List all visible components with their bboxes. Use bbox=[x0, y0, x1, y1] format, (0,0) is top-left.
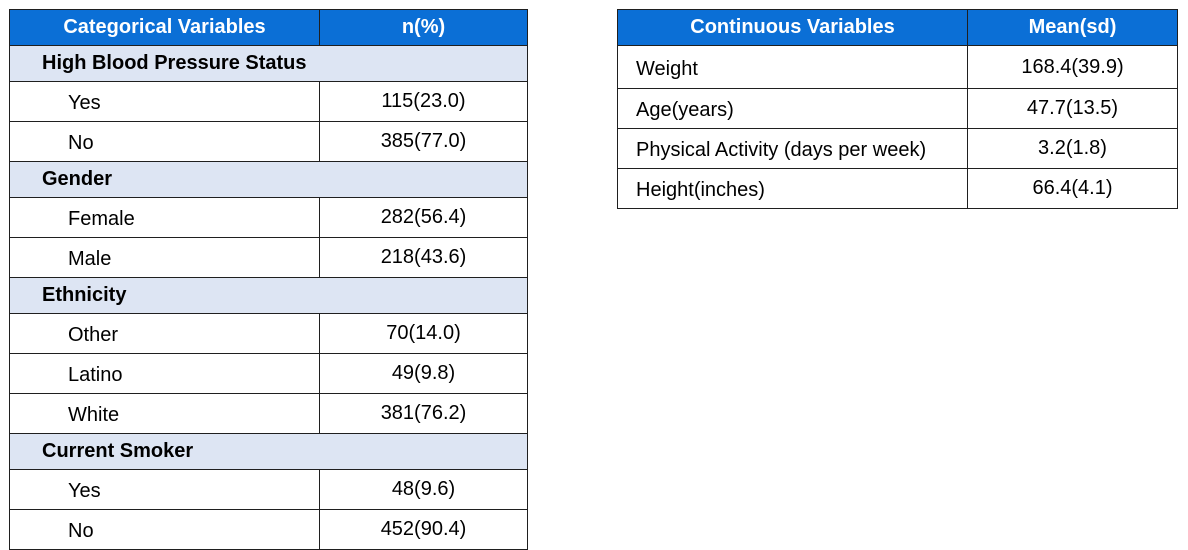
row-value: 282(56.4) bbox=[320, 198, 528, 238]
row-label: No bbox=[10, 122, 320, 162]
table-row bbox=[618, 129, 1178, 169]
section-row-ethnicity bbox=[10, 278, 528, 314]
row-value: 48(9.6) bbox=[320, 470, 528, 510]
table-row bbox=[10, 122, 528, 162]
row-value: 66.4(4.1) bbox=[968, 169, 1178, 209]
row-label: Height(inches) bbox=[618, 169, 968, 209]
row-label: White bbox=[10, 394, 320, 434]
section-row-high-blood-pressure bbox=[10, 46, 528, 82]
row-label: Latino bbox=[10, 354, 320, 394]
column-header-n-percent: n(%) bbox=[320, 10, 528, 46]
row-value: 3.2(1.8) bbox=[968, 129, 1178, 169]
section-title: Gender bbox=[10, 162, 528, 198]
row-value: 168.4(39.9) bbox=[968, 46, 1178, 89]
row-label: Yes bbox=[10, 82, 320, 122]
row-label: Yes bbox=[10, 470, 320, 510]
row-value: 115(23.0) bbox=[320, 82, 528, 122]
continuous-variables-table bbox=[617, 9, 1178, 209]
section-title: Ethnicity bbox=[10, 278, 528, 314]
row-value: 452(90.4) bbox=[320, 510, 528, 550]
row-label: Female bbox=[10, 198, 320, 238]
table-row bbox=[10, 82, 528, 122]
section-title: Current Smoker bbox=[10, 434, 528, 470]
row-value: 381(76.2) bbox=[320, 394, 528, 434]
column-header-continuous-variables: Continuous Variables bbox=[618, 10, 968, 46]
row-label: Physical Activity (days per week) bbox=[618, 129, 968, 169]
table-row bbox=[10, 394, 528, 434]
column-header-categorical-variables: Categorical Variables bbox=[10, 10, 320, 46]
row-label: No bbox=[10, 510, 320, 550]
table-row bbox=[618, 89, 1178, 129]
row-label: Male bbox=[10, 238, 320, 278]
table-row bbox=[10, 198, 528, 238]
row-value: 47.7(13.5) bbox=[968, 89, 1178, 129]
row-label: Other bbox=[10, 314, 320, 354]
section-row-current-smoker bbox=[10, 434, 528, 470]
row-value: 49(9.8) bbox=[320, 354, 528, 394]
table-row bbox=[618, 46, 1178, 89]
section-title: High Blood Pressure Status bbox=[10, 46, 528, 82]
table-row bbox=[10, 314, 528, 354]
section-row-gender bbox=[10, 162, 528, 198]
column-header-mean-sd: Mean(sd) bbox=[968, 10, 1178, 46]
row-value: 218(43.6) bbox=[320, 238, 528, 278]
table-header-row bbox=[618, 10, 1178, 46]
table-row bbox=[618, 169, 1178, 209]
row-value: 70(14.0) bbox=[320, 314, 528, 354]
row-label: Age(years) bbox=[618, 89, 968, 129]
table-row bbox=[10, 510, 528, 550]
table-row bbox=[10, 470, 528, 510]
table-row bbox=[10, 238, 528, 278]
table-row bbox=[10, 354, 528, 394]
row-value: 385(77.0) bbox=[320, 122, 528, 162]
categorical-variables-table bbox=[9, 9, 528, 550]
row-label: Weight bbox=[618, 46, 968, 89]
table-header-row bbox=[10, 10, 528, 46]
